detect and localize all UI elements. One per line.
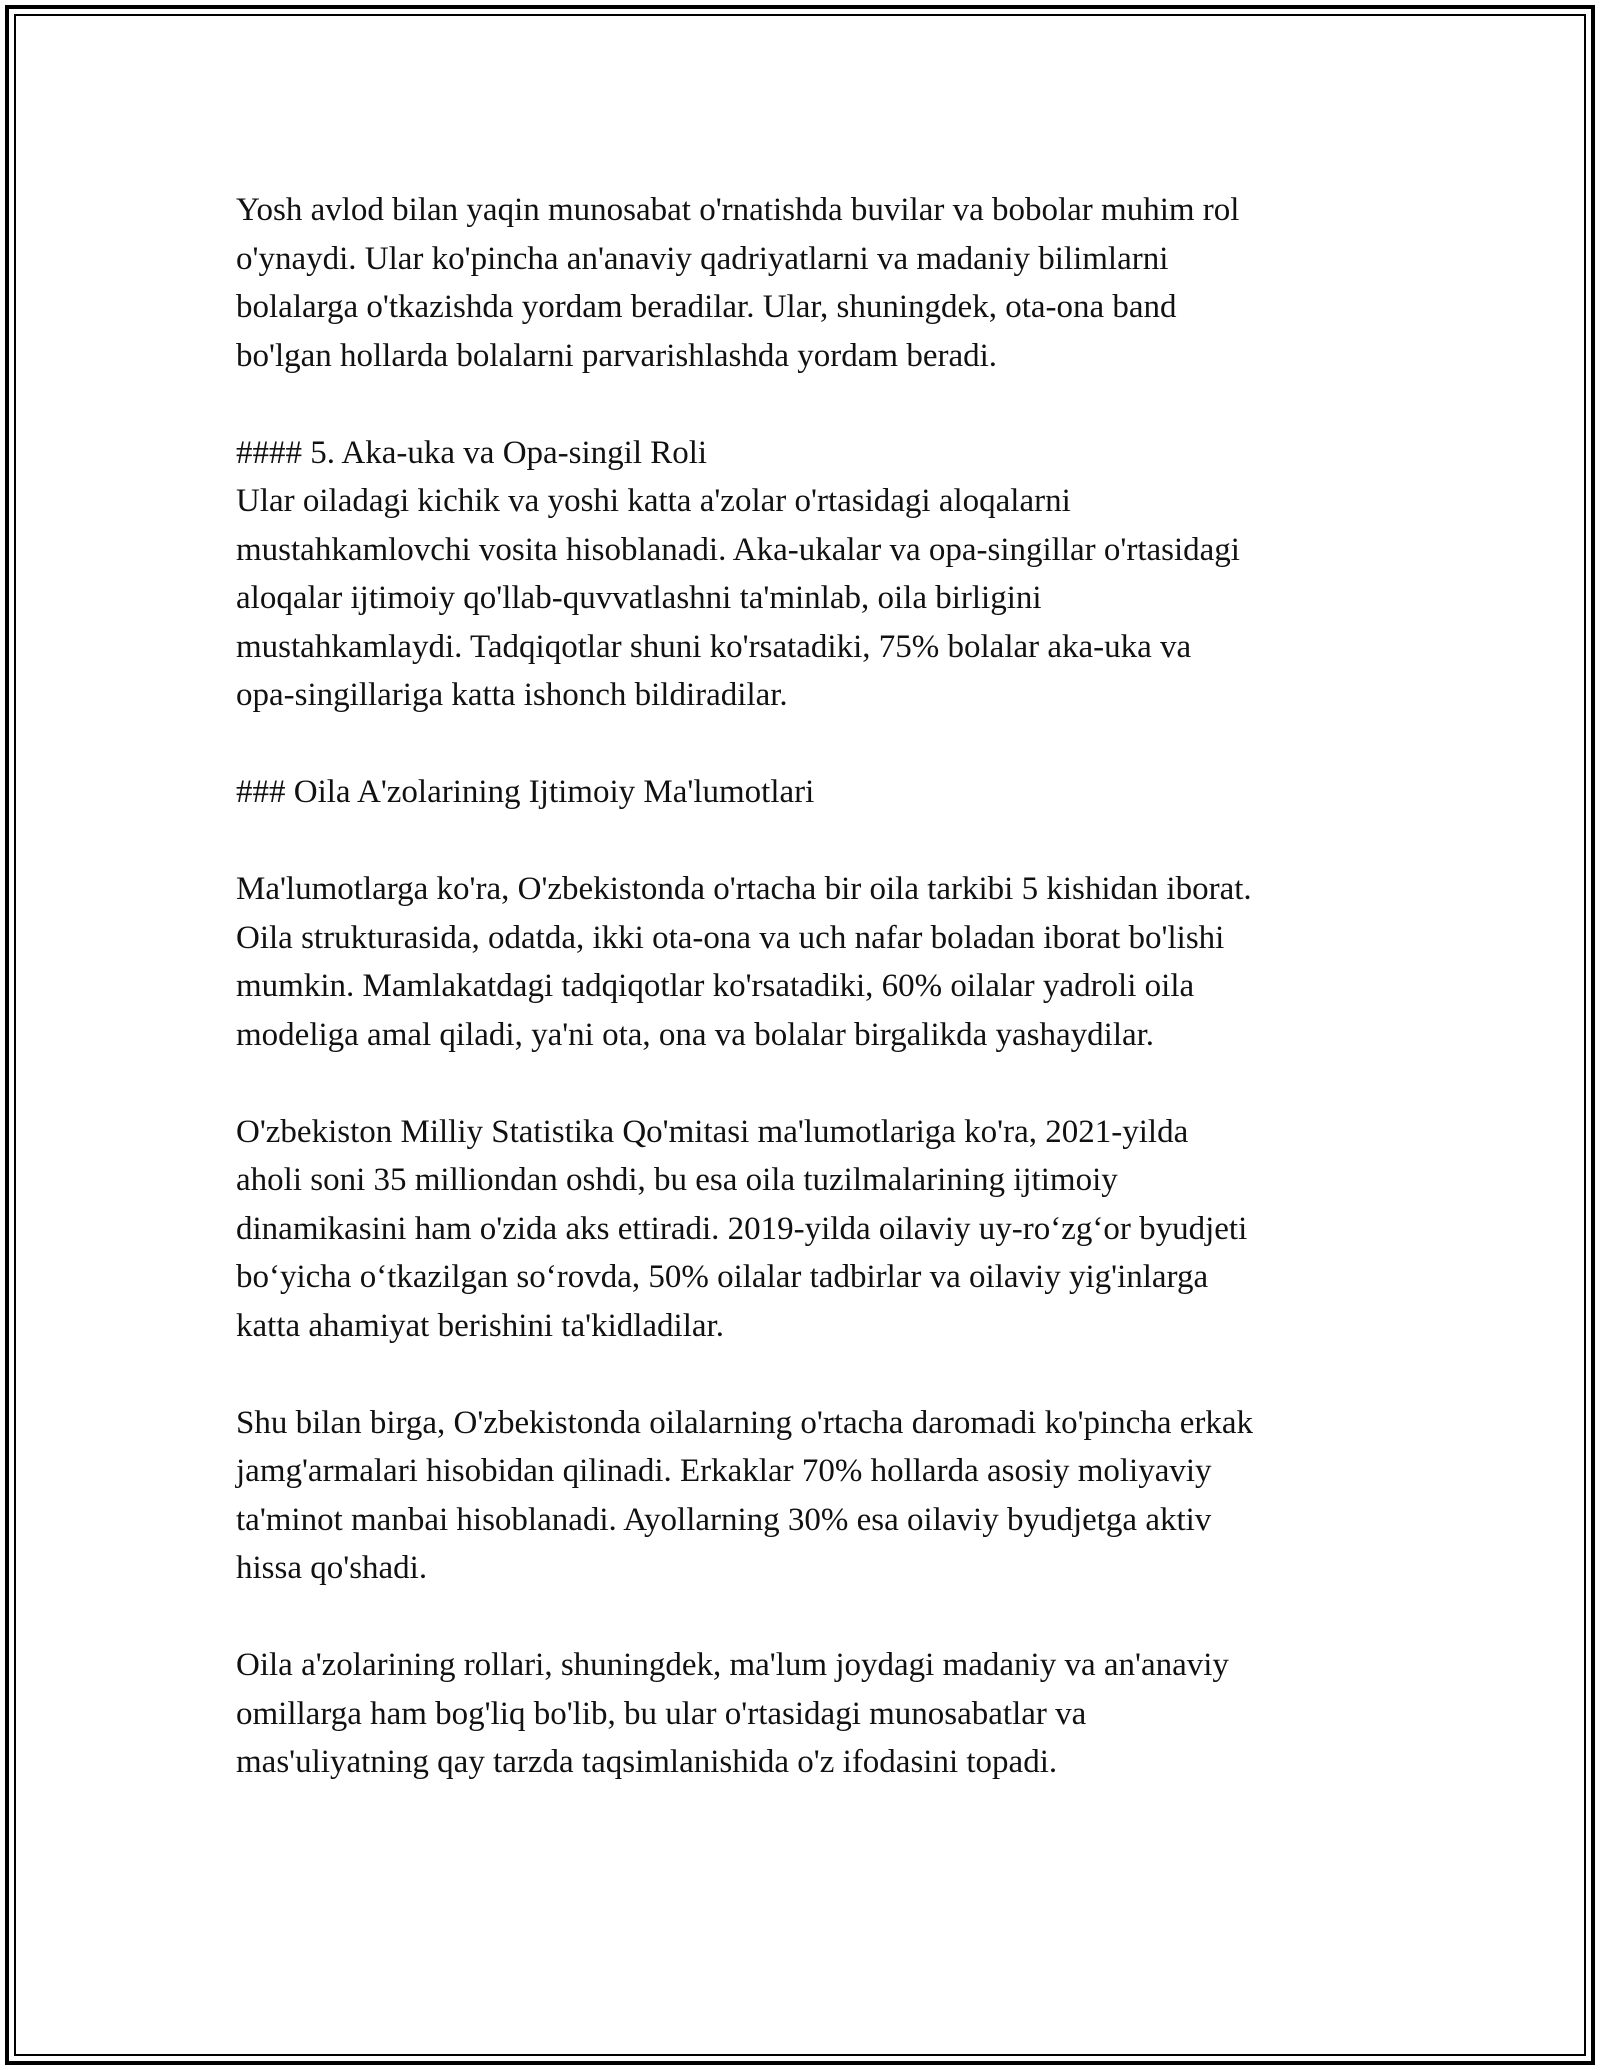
text-line: Oila strukturasida, odatda, ikki ota-ona va uch nafar boladan iborat bo'lishi — [236, 919, 1225, 956]
section-heading-social — [236, 768, 1386, 817]
paragraph-statistics — [236, 1108, 1386, 1351]
document-body — [236, 186, 1386, 1787]
text-line: ta'minot manbai hisoblanadi. Ayollarning 30% esa oilaviy byudjetga aktiv — [236, 1501, 1212, 1538]
text-line: opa-singillariga katta ishonch bildiradilar. — [236, 677, 788, 713]
text-line: omillarga ham bog'liq bo'lib, bu ular o'rtasidagi munosabatlar va — [236, 1695, 1087, 1732]
paragraph-gap — [236, 1350, 1386, 1399]
paragraph-structure — [236, 865, 1386, 1059]
text-line: Shu bilan birga, O'zbekistonda oilalarning o'rtacha daromadi ko'pincha erkak — [236, 1404, 1254, 1441]
text-line: Yosh avlod bilan yaqin munosabat o'rnatishda buvilar va bobolar muhim rol — [236, 192, 1240, 228]
text-line: mumkin. Mamlakatdagi tadqiqotlar ko'rsatadiki, 60% oilalar yadroli oila — [236, 968, 1195, 1004]
paragraph-grandparents — [236, 186, 1386, 380]
paragraph-gap — [236, 817, 1386, 866]
text-line: mustahkamlovchi vosita hisoblanadi. Aka-ukalar va opa-singillar o'rtasidagi — [236, 531, 1240, 568]
text-line: hissa qo'shadi. — [236, 1550, 428, 1586]
paragraph-gap — [236, 720, 1386, 769]
text-line: dinamikasini ham o'zida aks ettiradi. 2019-yilda oilaviy uy-ro‘zg‘or byudjeti — [236, 1210, 1248, 1247]
text-line: bo'lgan hollarda bolalarni parvarishlashda yordam beradi. — [236, 337, 998, 374]
text-line: katta ahamiyat berishini ta'kidladilar. — [236, 1307, 724, 1344]
text-line: o'ynaydi. Ular ko'pincha an'anaviy qadriyatlarni va madaniy bilimlarni — [236, 240, 1169, 277]
text-line: Ular oiladagi kichik va yoshi katta a'zolar o'rtasidagi aloqalarni — [236, 483, 1071, 519]
paragraph-gap — [236, 1593, 1386, 1642]
text-line: bo‘yicha o‘tkazilgan so‘rovda, 50% oilalar tadbirlar va oilaviy yig'inlarga — [236, 1259, 1209, 1295]
text-line: bolalarga o'tkazishda yordam beradilar. Ular, shuningdek, ota-ona band — [236, 289, 1177, 325]
text-line: aloqalar ijtimoiy qo'llab-quvvatlashni ta'minlab, oila birligini — [236, 580, 1042, 616]
text-line: aholi soni 35 milliondan oshdi, bu esa oila tuzilmalarining ijtimoiy — [236, 1162, 1118, 1198]
section-siblings — [236, 429, 1386, 720]
section-heading: #### 5. Aka-uka va Opa-singil Roli — [236, 434, 708, 471]
text-line: mas'uliyatning qay tarzda taqsimlanishida o'z ifodasini topadi. — [236, 1744, 1058, 1780]
text-line: Oila a'zolarining rollari, shuningdek, ma'lum joydagi madaniy va an'anaviy — [236, 1647, 1229, 1683]
text-line: O'zbekiston Milliy Statistika Qo'mitasi ma'lumotlariga ko'ra, 2021-yilda — [236, 1113, 1189, 1150]
text-line: mustahkamlaydi. Tadqiqotlar shuni ko'rsatadiki, 75% bolalar aka-uka va — [236, 628, 1192, 665]
text-line: modeliga amal qiladi, ya'ni ota, ona va bolalar birgalikda yashaydilar. — [236, 1016, 1155, 1053]
section-heading: ### Oila A'zolarining Ijtimoiy Ma'lumotlari — [236, 774, 815, 810]
paragraph-gap — [236, 380, 1386, 429]
text-line: jamg'armalari hisobidan qilinadi. Erkaklar 70% hollarda asosiy moliyaviy — [236, 1453, 1212, 1489]
paragraph-income — [236, 1399, 1386, 1593]
paragraph-gap — [236, 1059, 1386, 1108]
paragraph-roles — [236, 1641, 1386, 1787]
text-line: Ma'lumotlarga ko'ra, O'zbekistonda o'rtacha bir oila tarkibi 5 kishidan iborat. — [236, 871, 1252, 907]
